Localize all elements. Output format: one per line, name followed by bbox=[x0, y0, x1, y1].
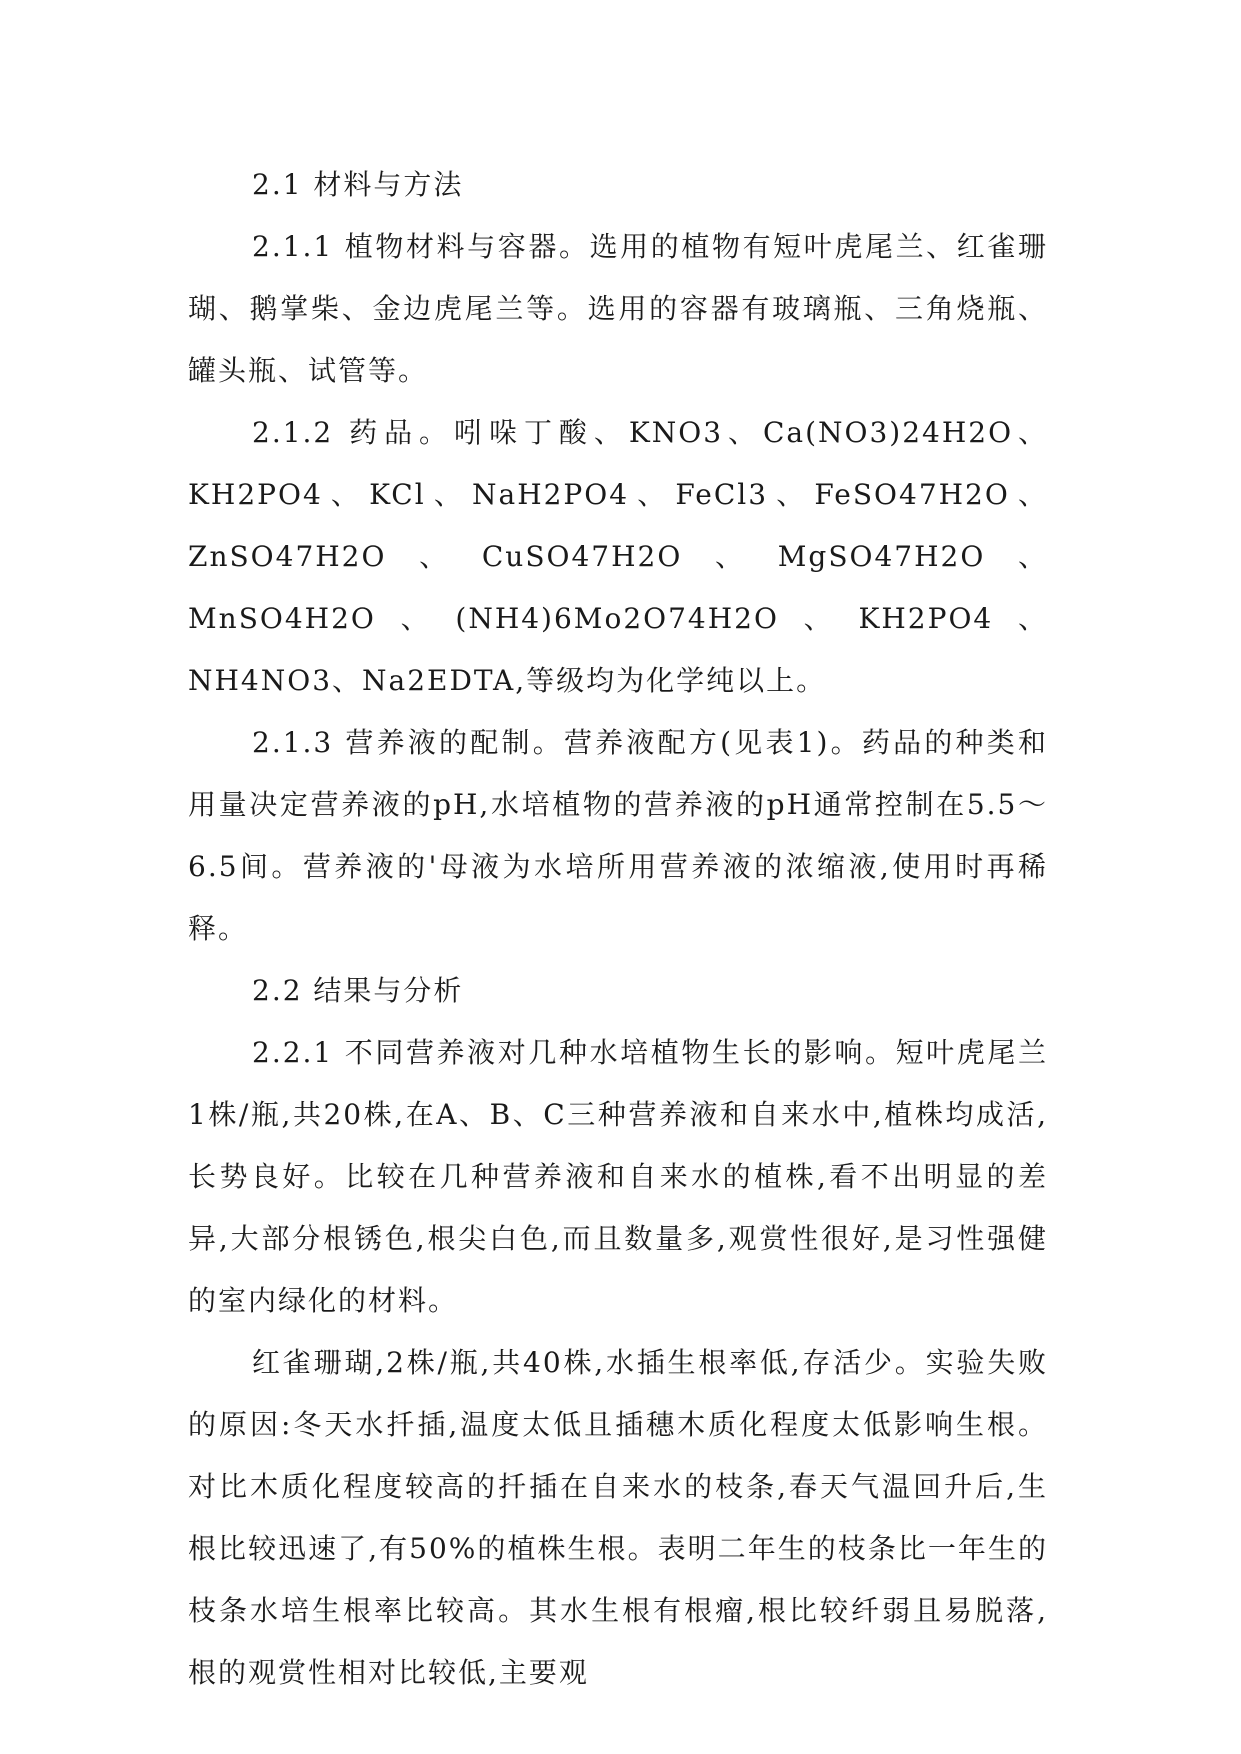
paragraph-red-coral: 红雀珊瑚,2株/瓶,共40株,水插生根率低,存活少。实验失败的原因:冬天水扦插,温度太低且插穗木质化程度太低影响生根。对比木质化程度较高的扦插在自来水的枝条,春天气温回升后,生根比较迅速了,有50%的植株生根。表明二年生的枝条比一年生的枝条水培生根率比较高。其水生根有根瘤,根比较纤弱且易脱落,根的观赏性相对比较低,主要观 bbox=[188, 1346, 1048, 1689]
paragraph-reagents: 2.1.2 药品。吲哚丁酸、KNO3、Ca(NO3)24H2O、KH2PO4、KCl、NaH2PO4、FeCl3、FeSO47H2O、ZnSO47H2O、CuSO47H2O、MgSO47H2O、MnSO4H2O、(NH4)6Mo2O74H2O、KH2PO4、NH4NO3、Na2EDTA,等级均为化学纯以上。 bbox=[188, 416, 1048, 697]
paragraph-plant-materials: 2.1.1 植物材料与容器。选用的植物有短叶虎尾兰、红雀珊瑚、鹅掌柴、金边虎尾兰等。选用的容器有玻璃瓶、三角烧瓶、罐头瓶、试管等。 bbox=[188, 230, 1048, 387]
section-heading-results-analysis: 2.2 结果与分析 bbox=[252, 974, 464, 1007]
paragraph-nutrient-solution: 2.1.3 营养液的配制。营养液配方(见表1)。药品的种类和用量决定营养液的pH,水培植物的营养液的pH通常控制在5.5～6.5间。营养液的'母液为水培所用营养液的浓缩液,使用时再稀释。 bbox=[188, 726, 1048, 945]
section-heading-materials-methods: 2.1 材料与方法 bbox=[252, 168, 464, 201]
paragraph-nutrient-effects: 2.2.1 不同营养液对几种水培植物生长的影响。短叶虎尾兰1株/瓶,共20株,在A、B、C三种营养液和自来水中,植株均成活,长势良好。比较在几种营养液和自来水的植株,看不出明显的差异,大部分根锈色,根尖白色,而且数量多,观赏性很好,是习性强健的室内绿化的材料。 bbox=[188, 1036, 1048, 1317]
document-body bbox=[188, 154, 1048, 1704]
